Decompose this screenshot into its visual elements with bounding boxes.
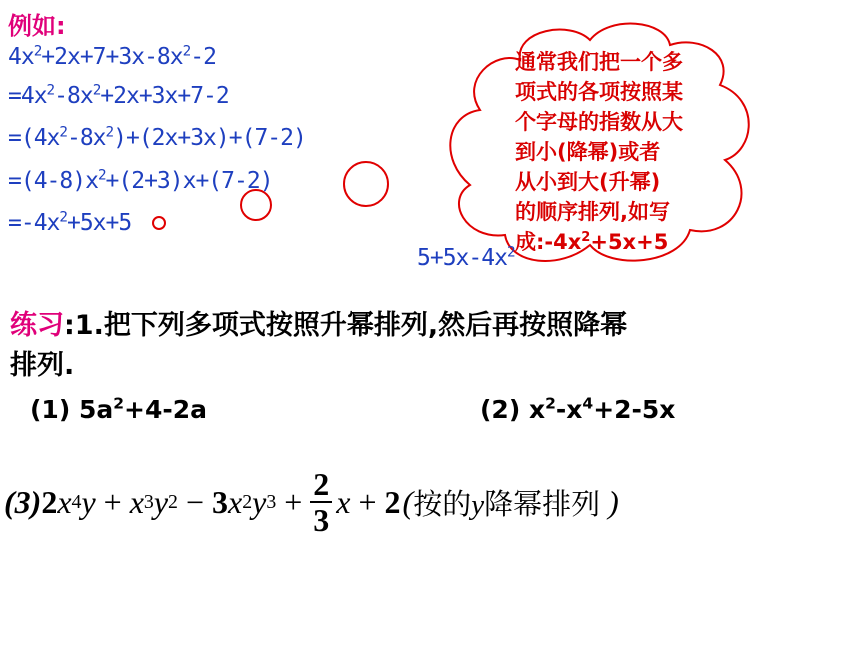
exercise-item-3: (3) 2 x 4 y + x 3 y 2 − 3 x 2 y 3 + $\frac{2}{3}$ x + 2 ( 按的y降幂排列 ): [4, 466, 619, 538]
example-heading: 例如:: [8, 12, 66, 40]
example-line-1: $4x^2+2x+7+3x-8x^2-2$: [8, 43, 216, 70]
cloud-line-6: 的顺序排列,如写: [515, 200, 670, 224]
circle-medium: [241, 190, 271, 220]
cloud-line-3: 个字母的指数从大: [515, 110, 683, 134]
exercise-item-1: (1) $5a^2+4-2a$: [30, 394, 207, 424]
ascending-result: $5+5x-4x^2$: [417, 244, 515, 271]
circle-large: [344, 162, 388, 206]
circle-small: [153, 217, 165, 229]
cloud-line-1: 通常我们把一个多: [515, 50, 683, 74]
exercise-line-2: 排列.: [10, 350, 75, 381]
example-line-2: $=4x^2-8x^2+2x+3x+7-2$: [8, 82, 229, 109]
example-line-3: $=(4x^2-8x^2)+(2x+3x)+(7-2)$: [8, 124, 306, 151]
exercise-label: 练习: [10, 310, 64, 341]
example-line-4: $=(4-8)x^2+(2+3)x+(7-2)$: [8, 167, 273, 194]
cloud-line-4: 到小(降幂)或者: [515, 140, 661, 164]
fraction: $\frac{2}{3}$: [310, 467, 332, 537]
cloud-line-2: 项式的各项按照某: [515, 80, 683, 104]
example-line-5: $=-4x^2+5x+5$: [8, 209, 132, 236]
exercise-item-2: (2) $x^2-x^4+2-5x$: [480, 394, 676, 424]
item3-label: (3): [4, 483, 42, 520]
cloud-line-5: 从小到大(升幂): [515, 170, 661, 194]
exercise-line-1: :1.把下列多项式按照升幂排列,然后再按照降幂: [64, 310, 628, 341]
cloud-text: [515, 47, 683, 257]
cloud-line-7: 成$:-4x^2+5x+5$: [515, 230, 669, 254]
item3-note: 按的y降幂排列: [413, 488, 601, 521]
exercise-text: [10, 306, 627, 386]
